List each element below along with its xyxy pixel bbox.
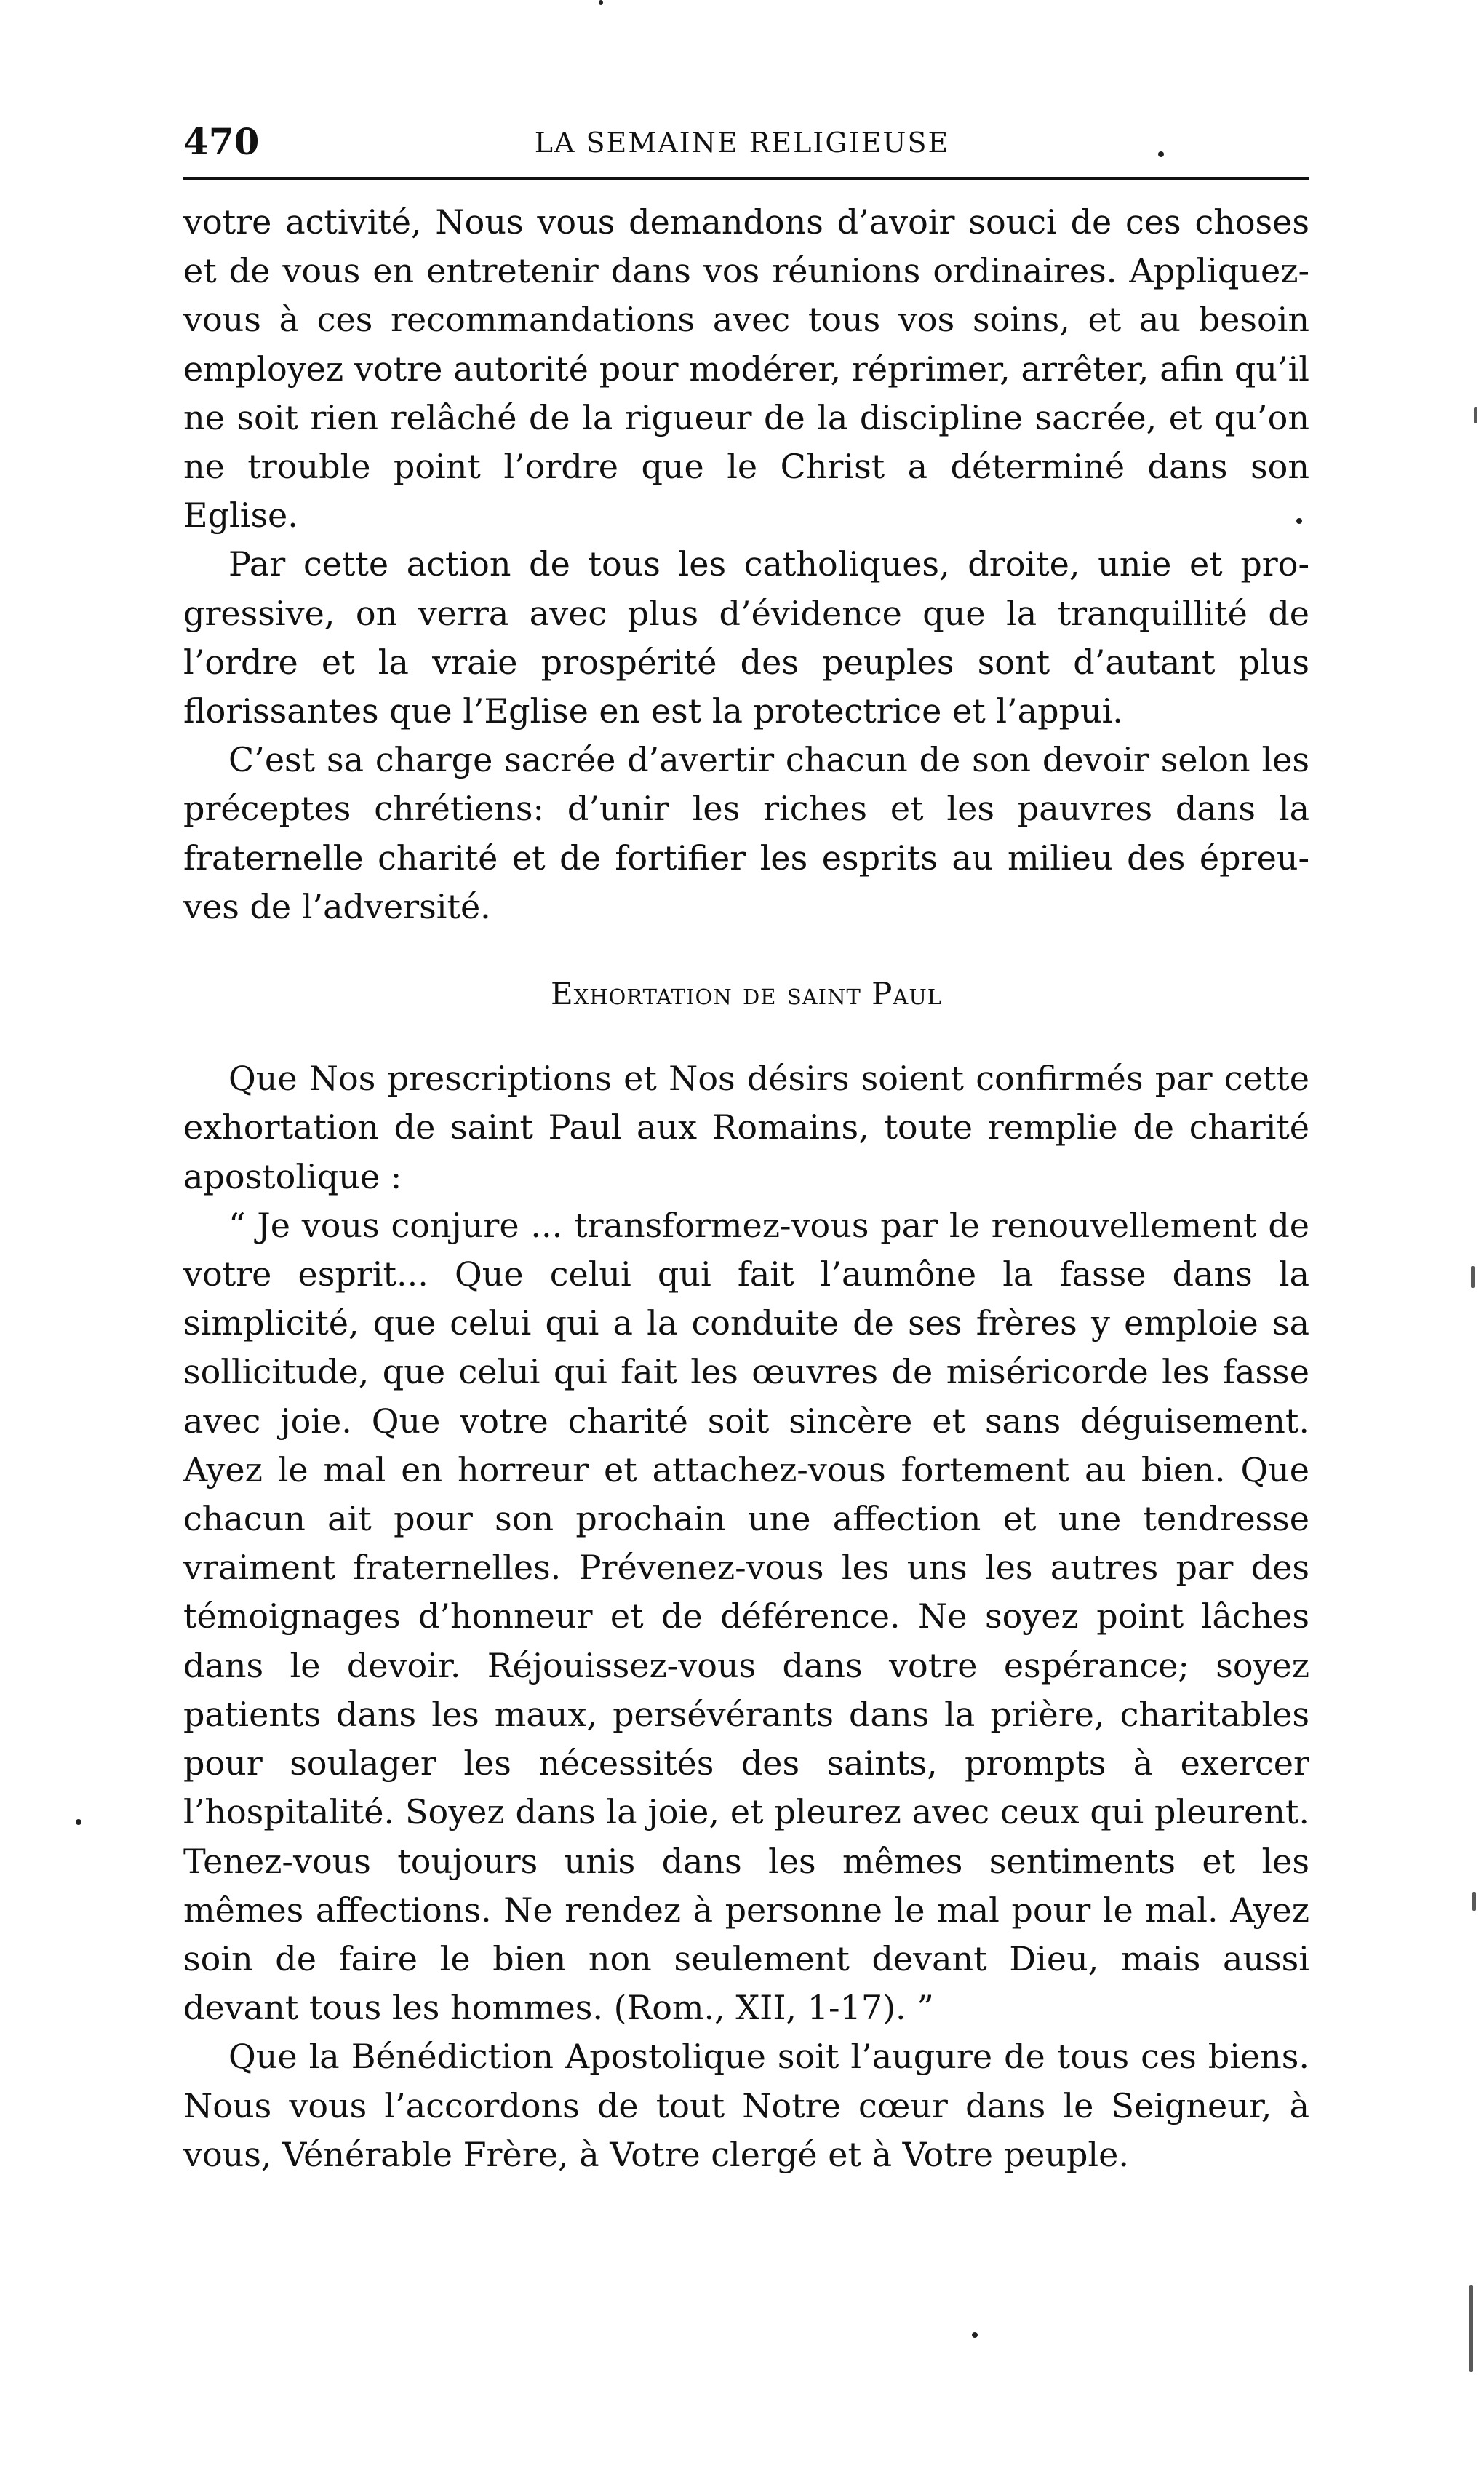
section-heading: Exhortation de saint Paul	[550, 976, 943, 1012]
paragraph-3: C’est sa charge sacrée d’avertir chacun de son devoir selon les préceptes chrétiens: d’unir les riches et les pauvres dans la fraternelle charité et de fortifier les esprits au milieu des épreuves de l’adversité.	[183, 740, 1309, 926]
scan-edge-speck	[1474, 407, 1477, 423]
scan-edge-speck	[1469, 2285, 1473, 2372]
paragraph-1: votre activité, Nous vous demandons d’avoir souci de ces choses et de vous en entretenir dans vos réunions ordinaires. Appliquez-vous à ces recommandations avec tous vos soins, et au besoin employez votre autorité pour modérer, réprimer, arrêter, afin qu’il ne soit rien relâché de la rigueur de la discipline sacrée, et qu’on ne trouble point l’ordre que le Christ a déterminé dans son Eglise.	[183, 202, 1309, 536]
paragraph-6: Que la Bénédiction Apostolique soit l’augure de tous ces biens. Nous vous l’accordons de tout Notre cœur dans le Seigneur, à vous, Vénérable Frère, à Votre clergé et à Votre peuple.	[183, 2037, 1309, 2174]
paragraph-2: Par cette action de tous les catholiques, droite, unie et progressive, on verra avec plus d’évidence que la tranquillité de l’ordre et la vraie prospérité des peuples sont d’autant plus florissantes que l’Eglise en est la protectrice et l’appui.	[183, 544, 1309, 731]
scan-speck	[1158, 151, 1164, 157]
scan-speck	[76, 1819, 81, 1825]
paragraph-5-quotation: “ Je vous conjure ... transformez-vous par le renouvellement de votre esprit... Que celui qui fait l’aumône la fasse dans la simplicité, que celui qui a la conduite de ses frères y emploie sa sollicitude, que celui qui fait les œuvres de miséricorde les fasse avec joie. Que votre charité soit sincère et sans déguisement. Ayez le mal en horreur et attachez-vous fortement au bien. Que chacun ait pour son prochain une affection et une tendresse vraiment fraternelles. Prévenez-vous les uns les autres par des témoignages d’honneur et de déférence. Ne soyez point lâches dans le devoir. Réjouissez-vous dans votre espérance; soyez patients dans les maux, persévérants dans la prière, charitables pour soulager les nécessités des saints, prompts à exercer l’hospitalité. Soyez dans la joie, et pleurez avec ceux qui pleurent. Tenez-vous toujours unis dans les mêmes sentiments et les mêmes affections. Ne rendez à personne le mal pour le mal. Ayez soin de faire le bien non seulement devant Dieu, mais aussi devant tous les hommes. (Rom., XII, 1-17). ”	[183, 1205, 1309, 2028]
paragraph-4: Que Nos prescriptions et Nos désirs soient confirmés par cette exhortation de saint Paul aux Romains, toute remplie de charité apostolique :	[183, 1059, 1309, 1196]
scan-edge-speck	[1472, 1892, 1476, 1911]
header-rule	[183, 177, 1309, 180]
scan-speck	[1296, 518, 1302, 524]
scan-edge-speck	[1471, 1266, 1475, 1288]
page-body	[183, 198, 1309, 2179]
scan-speck	[972, 2332, 978, 2338]
scan-speck	[599, 0, 603, 5]
running-head: LA SEMAINE RELIGIEUSE	[534, 127, 950, 159]
page-number: 470	[183, 120, 260, 163]
